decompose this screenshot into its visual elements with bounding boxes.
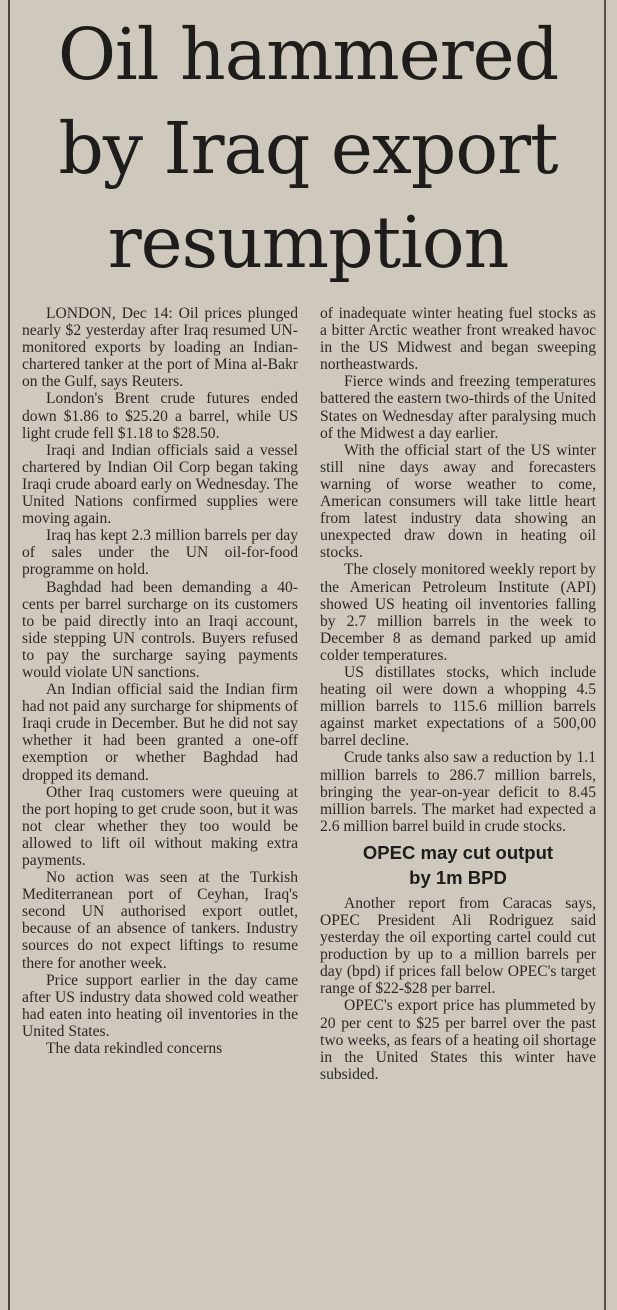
column-rule-right xyxy=(604,0,606,1310)
article-paragraph: Another report from Caracas says, OPEC President Ali Rodriguez said yesterday the oil exporting cartel could cut production by up to a million barrels per day (bpd) if prices fall below OPEC's target range of $22-$28 per barrel. xyxy=(320,894,596,998)
article-paragraph: Iraqi and Indian officials said a vessel chartered by Indian Oil Corp began taking Iraqi crude aboard early on Wednesday. The United Nations confirmed supplies were moving again. xyxy=(22,441,298,528)
article-paragraph: Crude tanks also saw a reduction by 1.1 million barrels to 286.7 million barrels, bringing the year-on-year deficit to 8.45 million barrels. The market had expected a 2.6 million barrel build in crude stocks. xyxy=(320,749,596,835)
article-column-left xyxy=(22,305,298,1057)
article-paragraph: US distillates stocks, which include heating oil were down a whopping 4.5 million barrels to 115.6 million barrels against market expectations of a 500,00 barrel decline. xyxy=(320,663,596,750)
subheading-line: by 1m BPD xyxy=(409,866,507,888)
column-rule-left xyxy=(8,0,10,1310)
subheading-line: OPEC may cut output xyxy=(362,841,554,863)
article-paragraph: OPEC's export price has plummeted by 20 per cent to $25 per barrel over the past two weeks, as fears of a heating oil shortage in the United States this winter have subsided. xyxy=(320,997,596,1083)
headline-line: resumption xyxy=(107,201,509,284)
article-paragraph: An Indian official said the Indian firm had not paid any surcharge for shipments of Iraqi crude in December. But he did not say whether it had been granted a one-off exemption or whether Baghdad had dropped its demand. xyxy=(22,681,298,784)
headline xyxy=(12,8,604,290)
article-paragraph: LONDON, Dec 14: Oil prices plunged nearly $2 yesterday after Iraq resumed UN-monitored exports by loading an Indian-chartered tanker at the port of Mina al-Bakr on the Gulf, says Reuters. xyxy=(22,305,298,391)
article-paragraph: No action was seen at the Turkish Mediterranean port of Ceyhan, Iraq's second UN authorised export outlet, because of an absence of tankers. Industry sources do not expect liftings to resume there for another week. xyxy=(22,869,298,972)
article-paragraph: London's Brent crude futures ended down $1.86 to $25.20 a barrel, while US light crude fell $1.18 to $28.50. xyxy=(22,390,298,442)
subheading xyxy=(320,840,596,890)
article-paragraph-continued: of inadequate winter heating fuel stocks as a bitter Arctic weather front wreaked havoc in the US Midwest and began sweeping northeastwards. xyxy=(320,305,596,374)
article-paragraph: The closely monitored weekly report by the American Petroleum Institute (API) showed US heating oil inventories falling by 2.7 million barrels in the week to December 8 as demand parked up amid colder temperatures. xyxy=(320,561,596,664)
article-paragraph: With the official start of the US winter still nine days away and forecasters warning of worse weather to come, American consumers will take little heart from latest industry data showing an unexpected draw down in heating oil stocks. xyxy=(320,441,596,562)
article-paragraph: The data rekindled concerns xyxy=(46,1040,223,1058)
headline-line: by Iraq export xyxy=(58,107,558,190)
article-paragraph: Baghdad had been demanding a 40-cents per barrel surcharge on its customers to be paid directly into an Iraqi account, side stepping UN controls. Buyers refused to pay the surcharge saying payments would violate UN sanctions. xyxy=(22,578,298,681)
article-paragraph: Iraq has kept 2.3 million barrels per day of sales under the UN oil-for-food programme on hold. xyxy=(22,527,298,579)
article-column-right xyxy=(320,305,596,1083)
headline-line: Oil hammered xyxy=(57,13,559,96)
article-paragraph: Other Iraq customers were queuing at the port hoping to get crude soon, but it was not clear whether they too would be allowed to lift oil without making extra payments. xyxy=(22,783,298,869)
article-paragraph: Fierce winds and freezing temperatures battered the eastern two-thirds of the United States on Wednesday after paralysing much of the Midwest a day earlier. xyxy=(320,373,596,442)
article-paragraph: Price support earlier in the day came after US industry data showed cold weather had eaten into heating oil inventories in the United States. xyxy=(22,971,298,1040)
